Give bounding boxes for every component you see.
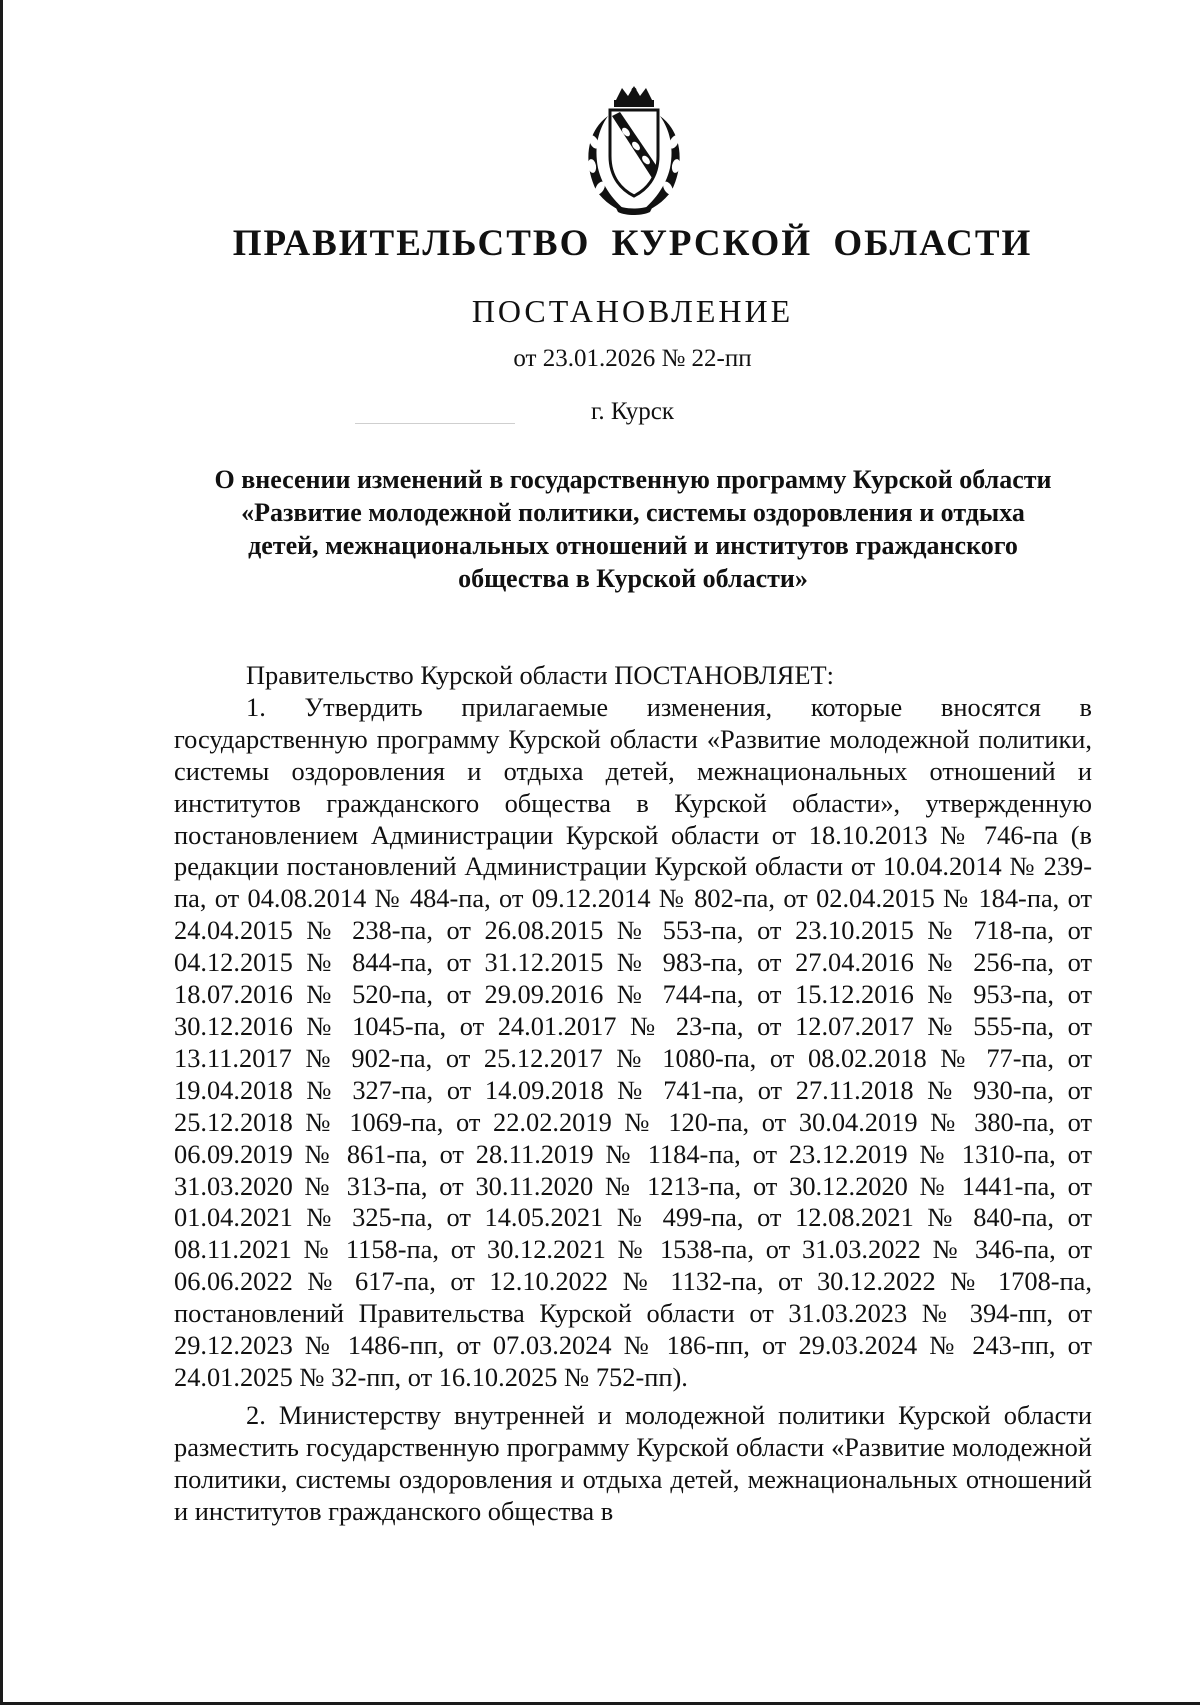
item-2: 2. Министерству внутренней и молодежной политики Курской области разместить государственную программу Курской области «Развитие молодежной политики, системы оздоровления и отдыха детей, межнациональных отношений и институтов гражданского общества в [174, 1399, 1092, 1526]
subject-line: «Развитие молодежной политики, системы оздоровления и отдыха [241, 498, 1025, 527]
document-date-number: от 23.01.2026 № 22-пп [513, 345, 752, 372]
subject-line: О внесении изменений в государственную программу Курской области [214, 465, 1052, 494]
document-type: ПОСТАНОВЛЕНИЕ [471, 293, 794, 329]
scan-artifact-line [355, 423, 515, 424]
document-body [174, 660, 1092, 1527]
preamble: Правительство Курской области ПОСТАНОВЛЯЕТ: [246, 660, 834, 690]
subject-line: общества в Курской области» [458, 564, 808, 593]
subject-line: детей, межнациональных отношений и институтов гражданского [248, 531, 1018, 560]
scan-border-left [0, 0, 3, 1705]
document-subject [172, 463, 1094, 595]
item-1: 1. Утвердить прилагаемые изменения, которые вносятся в государственную программу Курской области «Развитие молодежной политики, системы оздоровления и отдыха детей, межнациональных отношений и институтов гражданского общества в Курской области», утвержденную постановлением Администрации Курской области от 18.10.2013 № 746-па (в редакции постановлений Администрации Курской области от 10.04.2014 № 239-па, от 04.08.2014 № 484-па, от 09.12.2014 № 802-па, от 02.04.2015 № 184-па, от 24.04.2015 № 238-па, от 26.08.2015 № 553-па, от 23.10.2015 № 718-па, от 04.12.2015 № 844-па, от 31.12.2015 № 983-па, от 27.04.2016 № 256-па, от 18.07.2016 № 520-па, от 29.09.2016 № 744-па, от 15.12.2016 № 953-па, от 30.12.2016 № 1045-па, от 24.01.2017 № 23-па, от 12.07.2017 № 555-па, от 13.11.2017 № 902-па, от 25.12.2017 № 1080-па, от 08.02.2018 № 77-па, от 19.04.2018 № 327-па, от 14.09.2018 № 741-па, от 27.11.2018 № 930-па, от 25.12.2018 № 1069-па, от 22.02.2019 № 120-па, от 30.04.2019 № 380-па, от 06.09.2019 № 861-па, от 28.11.2019 № 1184-па, от 23.12.2019 № 1310-па, от 31.03.2020 № 313-па, от 30.11.2020 № 1213-па, от 30.12.2020 № 1441-па, от 01.04.2021 № 325-па, от 14.05.2021 № 499-па, от 12.08.2021 № 840-па, от 08.11.2021 № 1158-па, от 30.12.2021 № 1538-па, от 31.03.2022 № 346-па, от 06.06.2022 № 617-па, от 12.10.2022 № 1132-па, от 30.12.2022 № 1708-па, постановлений Правительства Курской области от 31.03.2023 № 394-пп, от 29.12.2023 № 1486-пп, от 07.03.2024 № 186-пп, от 29.03.2024 № 243-пп, от 24.01.2025 № 32-пп, от 16.10.2025 № 752-пп). [174, 691, 1092, 1392]
document-city: г. Курск [591, 398, 674, 425]
coat-of-arms-icon [568, 86, 700, 218]
government-title: ПРАВИТЕЛЬСТВО КУРСКОЙ ОБЛАСТИ [232, 223, 1033, 264]
